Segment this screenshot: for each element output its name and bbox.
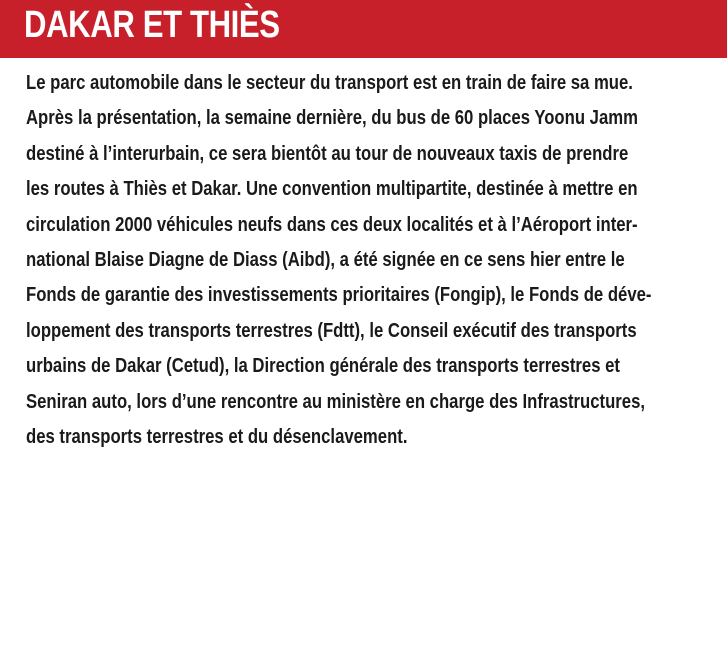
article-line: Le parc automobile dans le secteur du transport est en train de faire sa mue. [26, 72, 633, 94]
article-line: urbains de Dakar (Cetud), la Direction générale des transports terrestres et [26, 355, 620, 378]
article-line: Seniran auto, lors d’une rencontre au ministère en charge des Infrastructures, [26, 390, 646, 413]
article-line: Après la présentation, la semaine dernière, du bus de 60 places Yoonu Jamm [26, 107, 638, 130]
headline-banner [0, 0, 727, 58]
article-line: des transports terrestres et du désenclavement. [26, 425, 408, 448]
article-line: loppement des transports terrestres (Fdtt), le Conseil exécutif des transports [26, 319, 637, 342]
headline-title: DAKAR ET THIÈS [24, 4, 280, 46]
article-line: Fonds de garantie des investissements prioritaires (Fongip), le Fonds de déve- [26, 284, 652, 307]
article-line: destiné à l’interurbain, ce sera bientôt au tour de nouveaux taxis de prendre [26, 142, 629, 165]
article-line: national Blaise Diagne de Diass (Aibd), a été signée en ce sens hier entre le [26, 248, 625, 271]
article-body [26, 66, 716, 455]
article-line: circulation 2000 véhicules neufs dans ces deux localités et à l’Aéroport inter- [26, 213, 638, 236]
article-line: les routes à Thiès et Dakar. Une convention multipartite, destinée à mettre en [26, 178, 638, 201]
